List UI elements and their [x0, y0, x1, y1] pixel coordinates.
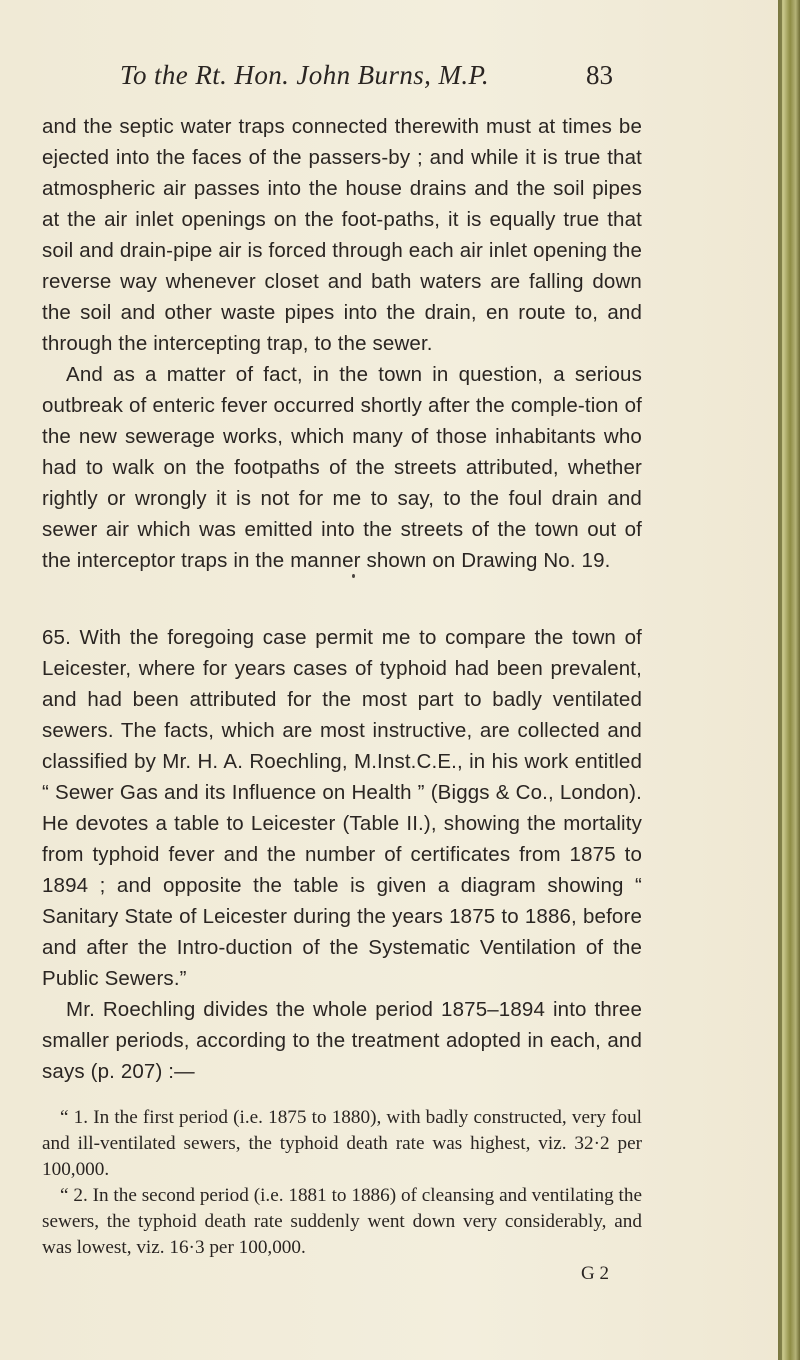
- ink-speck: [352, 574, 355, 578]
- running-head: [0, 60, 778, 100]
- running-title: To the Rt. Hon. John Burns, M.P.: [120, 60, 490, 90]
- quote-item-first-period: “ 1. In the first period (i.e. 1875 to 1880), with badly constructed, very foul and ill-ventilated sewers, the typhoid death rate was highest, viz. 32·2 per 100,000.: [42, 1107, 642, 1180]
- body-text: [42, 111, 642, 1087]
- paragraph-enteric-outbreak: And as a matter of fact, in the town in question, a serious outbreak of enteric fever occurred shortly after the comple-tion of the new sewerage works, which many of those inhabitants who had to walk on the footpaths of the streets attributed, whether rightly or wrongly it is not for me to say, to the foul drain and sewer air which was emitted into the streets of the town out of the interceptor traps in the manner shown on Drawing No. 19.: [42, 363, 642, 572]
- book-spine-edge: [778, 0, 800, 1360]
- quoted-passage: [42, 1105, 642, 1261]
- paragraph-continuation: and the septic water traps connected therewith must at times be ejected into the faces of the passers-by ; and while it is true that atmospheric air passes into the house drains and the soil pipes at the air inlet openings on the foot-paths, it is equally true that soil and drain-pipe air is forced through each air inlet opening the reverse way whenever closet and bath waters are falling down the soil and other waste pipes into the drain, en route to, and through the intercepting trap, to the sewer.: [42, 115, 642, 355]
- signature-mark: G 2: [581, 1263, 609, 1284]
- paragraph-roechling-periods: Mr. Roechling divides the whole period 1875–1894 into three smaller periods, according to the treatment adopted in each, and says (p. 207) :—: [42, 998, 642, 1083]
- page-content: [42, 111, 642, 1285]
- paragraph-65-leicester: 65. With the foregoing case permit me to compare the town of Leicester, where for years cases of typhoid had been prevalent, and had been attributed for the most part to badly ventilated sewers. The facts, which are most instructive, are collected and classified by Mr. H. A. Roechling, M.Inst.C.E., in his work entitled “ Sewer Gas and its Influence on Health ” (Biggs & Co., London). He devotes a table to Leicester (Table II.), showing the mortality from typhoid fever and the number of certificates from 1875 to 1894 ; and opposite the table is given a diagram showing “ Sanitary State of Leicester during the years 1875 to 1886, before and after the Intro-duction of the Systematic Ventilation of the Public Sewers.”: [42, 626, 642, 990]
- quote-item-second-period: “ 2. In the second period (i.e. 1881 to 1886) of cleansing and ventilating the sewers, the typhoid death rate suddenly went down very considerably, and was lowest, viz. 16·3 per 100,000.: [42, 1185, 642, 1258]
- page-number: 83: [586, 60, 613, 90]
